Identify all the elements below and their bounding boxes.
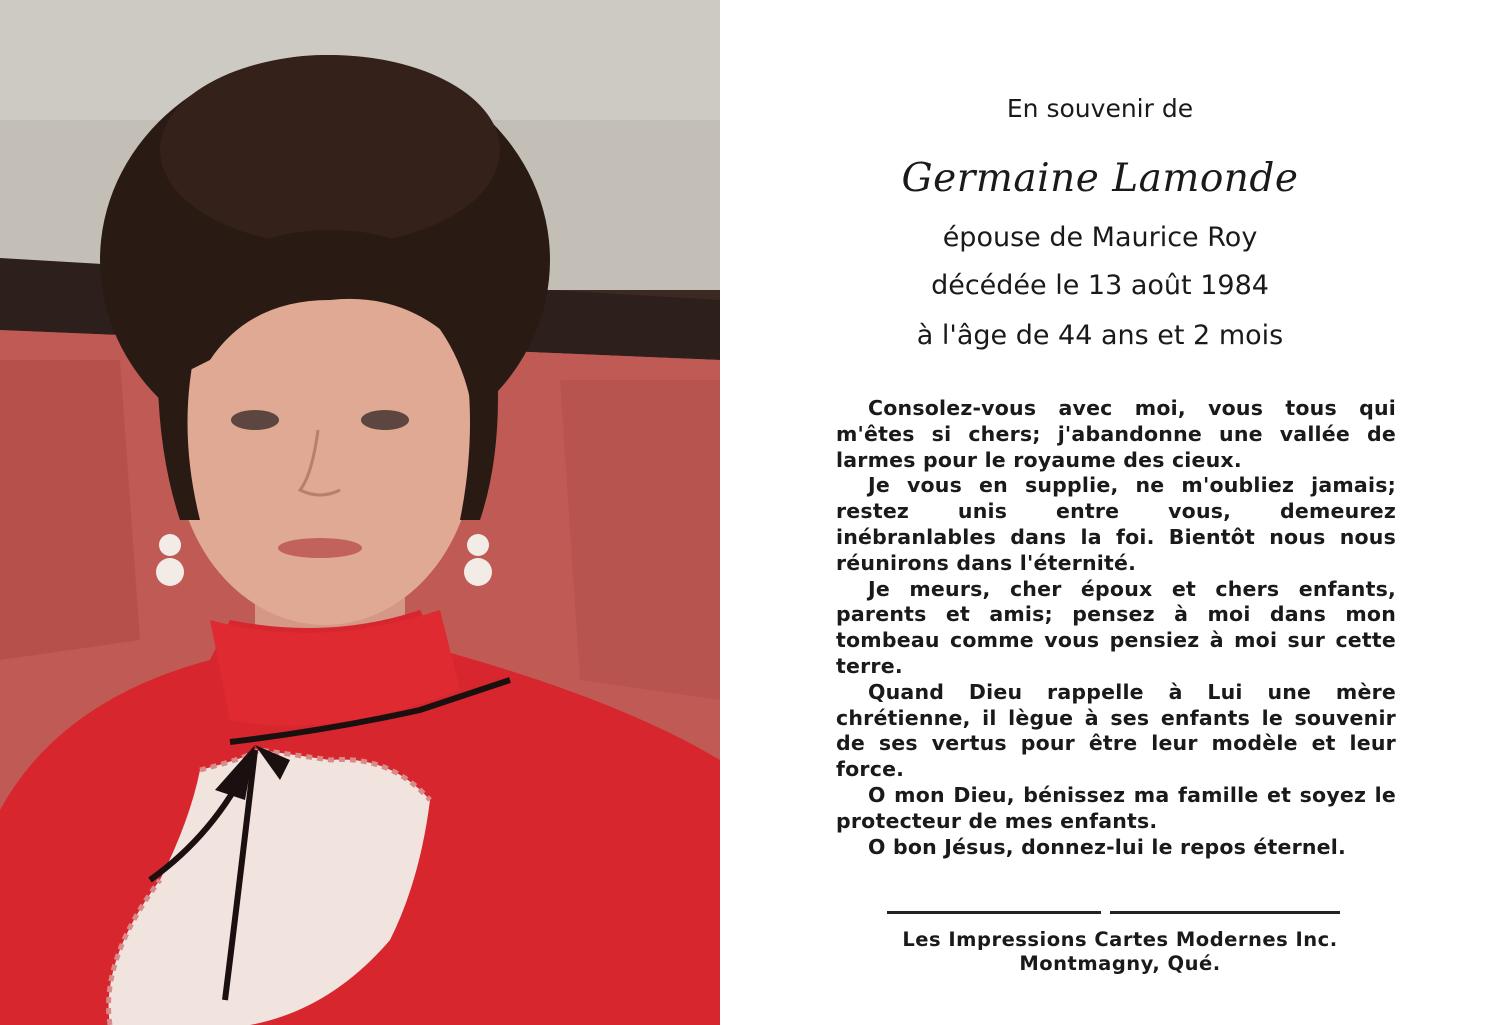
death-date-line: décédée le 13 août 1984	[931, 270, 1269, 301]
printer-credit	[840, 928, 1400, 976]
printer-name: Les Impressions Cartes Modernes Inc.	[902, 928, 1338, 951]
prayer-paragraph: Quand Dieu rappelle à Lui une mère chrétienne, il lègue à ses enfants le souvenir de ses vertus pour être leur modèle et leur force.	[836, 679, 1396, 782]
spouse-line: épouse de Maurice Roy	[942, 222, 1258, 253]
intro-line: En souvenir de	[1006, 94, 1194, 123]
printer-location: Montmagny, Qué.	[1019, 952, 1221, 975]
memorial-text	[780, 0, 1460, 1025]
divider-line	[1110, 911, 1340, 914]
prayer-paragraph: O mon Dieu, bénissez ma famille et soyez le protecteur de mes enfants.	[836, 782, 1396, 833]
prayer-paragraph: Je vous en supplie, ne m'oubliez jamais; restez unis entre vous, demeurez inébranlables dans la foi. Bientôt nous nous réunirons dans l'éternité.	[836, 473, 1396, 575]
prayer-paragraph: O bon Jésus, donnez-lui le repos éternel.	[868, 834, 1346, 859]
prayer-paragraph: Je meurs, cher époux et chers enfants, parents et amis; pensez à moi dans mon tombeau comme vous pensiez à moi sur cette terre.	[836, 576, 1396, 678]
prayer-text	[836, 396, 1396, 860]
portrait-photo	[0, 0, 720, 1025]
age-line: à l'âge de 44 ans et 2 mois	[916, 320, 1284, 351]
divider-line	[887, 911, 1101, 914]
prayer-paragraph: Consolez-vous avec moi, vous tous qui m'êtes si chers; j'abandonne une vallée de larmes pour le royaume des cieux.	[836, 396, 1396, 472]
deceased-name: Germaine Lamonde	[901, 156, 1299, 201]
